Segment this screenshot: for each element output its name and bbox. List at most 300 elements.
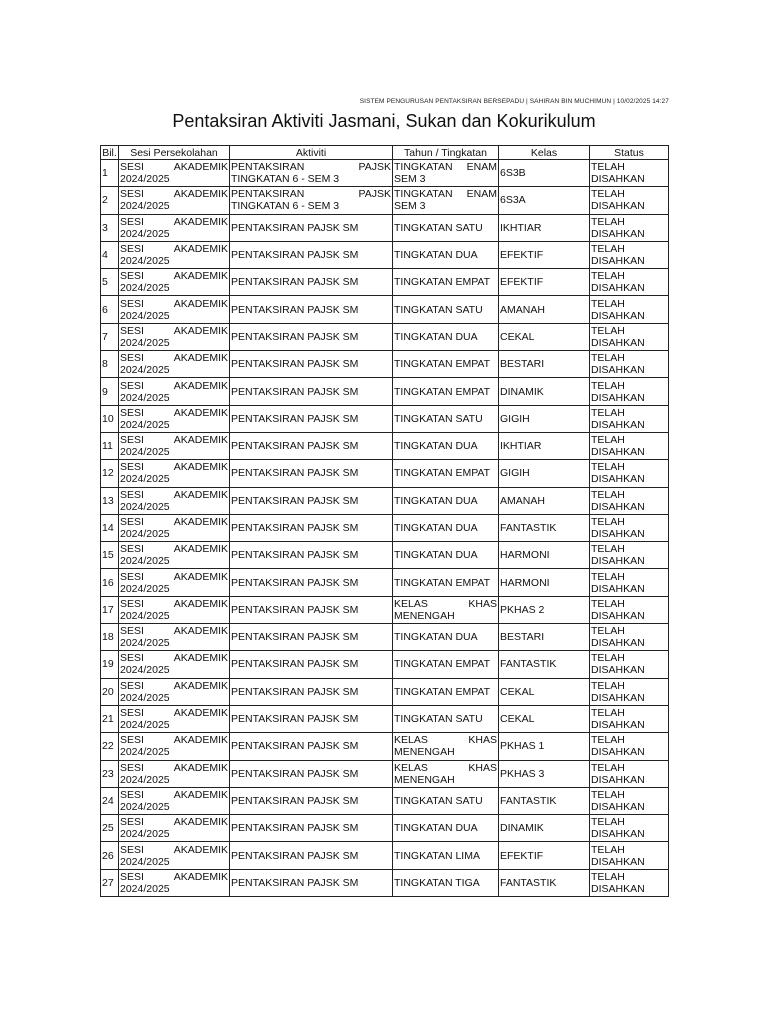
cell-tahun — [393, 651, 499, 678]
cell-sesi — [119, 460, 230, 487]
cell-bil: 12 — [101, 460, 119, 487]
cell-line: TINGKATAN SATU — [394, 412, 483, 425]
cell-bil: 6 — [101, 296, 119, 323]
cell-line: SESI AKADEMIK — [120, 570, 228, 583]
cell-line: 2024/2025 — [120, 691, 170, 704]
cell-tahun — [393, 378, 499, 405]
cell-tahun — [393, 815, 499, 842]
cell-line: 2024/2025 — [120, 309, 170, 322]
cell-status — [590, 160, 669, 187]
table-row — [101, 869, 669, 896]
cell-kelas: 6S3A — [499, 187, 590, 214]
cell-tahun — [393, 678, 499, 705]
cell-aktiviti — [230, 296, 393, 323]
cell-status — [590, 351, 669, 378]
cell-line: SESI AKADEMIK — [120, 543, 228, 556]
cell-line: 2024/2025 — [120, 664, 170, 677]
cell-line: TINGKATAN ENAM — [394, 161, 497, 174]
cell-line: TINGKATAN DUA — [394, 440, 478, 453]
cell-line: 2024/2025 — [120, 855, 170, 868]
system-header-line: SISTEM PENGURUSAN PENTAKSIRAN BERSEPADU | SAHIRAN BIN MUCHIMUN | 10/02/2025 14:27 — [359, 98, 669, 105]
cell-kelas: AMANAH — [499, 296, 590, 323]
cell-status — [590, 241, 669, 268]
table-row — [101, 214, 669, 241]
cell-sesi — [119, 542, 230, 569]
cell-line: TELAH — [591, 788, 625, 801]
cell-line: SESI AKADEMIK — [120, 761, 228, 774]
cell-line: DISAHKAN — [591, 882, 645, 895]
cell-bil: 14 — [101, 514, 119, 541]
table-row — [101, 405, 669, 432]
cell-line: SESI AKADEMIK — [120, 516, 228, 528]
cell-tahun — [393, 160, 499, 187]
cell-status — [590, 678, 669, 705]
cell-line: TINGKATAN EMPAT — [394, 276, 491, 289]
cell-line: PENTAKSIRAN PAJSK SM — [231, 358, 359, 371]
cell-sesi — [119, 869, 230, 896]
cell-bil: 17 — [101, 596, 119, 623]
cell-aktiviti — [230, 787, 393, 814]
cell-line: PENTAKSIRAN PAJSK SM — [231, 740, 359, 753]
cell-tahun — [393, 760, 499, 787]
cell-line: TELAH — [591, 406, 625, 419]
cell-status — [590, 378, 669, 405]
cell-line: PENTAKSIRAN PAJSK SM — [231, 522, 359, 534]
cell-line: SESI AKADEMIK — [120, 297, 228, 310]
cell-line: TELAH — [591, 843, 625, 856]
table-row — [101, 787, 669, 814]
cell-status — [590, 815, 669, 842]
cell-bil: 4 — [101, 241, 119, 268]
cell-line: PENTAKSIRAN PAJSK SM — [231, 494, 359, 507]
cell-line: SESI AKADEMIK — [120, 352, 228, 365]
cell-line: TELAH — [591, 352, 625, 365]
cell-bil: 18 — [101, 624, 119, 651]
cell-bil: 15 — [101, 542, 119, 569]
cell-line: TINGKATAN DUA — [394, 822, 478, 835]
cell-line: SESI AKADEMIK — [120, 597, 228, 610]
table-row — [101, 160, 669, 187]
cell-status — [590, 542, 669, 569]
cell-bil: 25 — [101, 815, 119, 842]
cell-line: DISAHKAN — [591, 582, 645, 595]
cell-aktiviti — [230, 569, 393, 596]
cell-tahun — [393, 787, 499, 814]
cell-aktiviti — [230, 596, 393, 623]
cell-aktiviti — [230, 241, 393, 268]
cell-line: 2024/2025 — [120, 173, 170, 186]
cell-tahun — [393, 514, 499, 541]
cell-aktiviti — [230, 187, 393, 214]
table-row — [101, 651, 669, 678]
column-header-sesi: Sesi Persekolahan — [119, 146, 230, 160]
cell-sesi — [119, 815, 230, 842]
cell-line: SESI AKADEMIK — [120, 734, 228, 747]
cell-tahun — [393, 596, 499, 623]
cell-line: DISAHKAN — [591, 255, 645, 268]
cell-line: TINGKATAN 6 - SEM 3 — [231, 200, 340, 213]
column-header-kelas: Kelas — [499, 146, 590, 160]
table-row — [101, 705, 669, 732]
cell-line: DISAHKAN — [591, 637, 645, 650]
cell-line: TINGKATAN TIGA — [394, 876, 480, 889]
cell-line: TINGKATAN DUA — [394, 549, 478, 562]
cell-tahun — [393, 569, 499, 596]
cell-line: TELAH — [591, 870, 625, 883]
cell-line: DISAHKAN — [591, 555, 645, 568]
cell-kelas: BESTARI — [499, 351, 590, 378]
cell-aktiviti — [230, 678, 393, 705]
cell-line: 2024/2025 — [120, 391, 170, 404]
cell-line: 2024/2025 — [120, 528, 170, 540]
cell-line: 2024/2025 — [120, 582, 170, 595]
cell-aktiviti — [230, 323, 393, 350]
cell-sesi — [119, 487, 230, 514]
cell-line: TINGKATAN DUA — [394, 330, 478, 343]
assessment-table — [100, 145, 669, 897]
cell-line: PENTAKSIRAN PAJSK SM — [231, 467, 359, 480]
cell-line: TINGKATAN SATU — [394, 221, 483, 234]
cell-line: TINGKATAN SATU — [394, 794, 483, 807]
cell-tahun — [393, 460, 499, 487]
cell-sesi — [119, 733, 230, 760]
cell-sesi — [119, 624, 230, 651]
cell-bil: 19 — [101, 651, 119, 678]
cell-sesi — [119, 160, 230, 187]
cell-line: SESI AKADEMIK — [120, 188, 228, 201]
cell-aktiviti — [230, 733, 393, 760]
cell-line: TINGKATAN EMPAT — [394, 658, 491, 671]
cell-line: SESI AKADEMIK — [120, 434, 228, 447]
cell-kelas: FANTASTIK — [499, 651, 590, 678]
cell-aktiviti — [230, 160, 393, 187]
cell-status — [590, 487, 669, 514]
cell-sesi — [119, 842, 230, 869]
cell-tahun — [393, 351, 499, 378]
cell-aktiviti — [230, 760, 393, 787]
cell-sesi — [119, 787, 230, 814]
column-header-aktiviti: Aktiviti — [230, 146, 393, 160]
cell-line: DISAHKAN — [591, 282, 645, 295]
cell-line: DISAHKAN — [591, 364, 645, 377]
cell-bil: 20 — [101, 678, 119, 705]
cell-line: KELAS KHAS — [394, 734, 497, 747]
cell-status — [590, 651, 669, 678]
table-row — [101, 760, 669, 787]
cell-line: SEM 3 — [394, 200, 426, 213]
cell-line: SESI AKADEMIK — [120, 379, 228, 392]
cell-line: DISAHKAN — [591, 200, 645, 213]
table-row — [101, 815, 669, 842]
cell-line: 2024/2025 — [120, 473, 170, 486]
table-row — [101, 487, 669, 514]
cell-line: TELAH — [591, 434, 625, 447]
cell-line: PENTAKSIRAN PAJSK SM — [231, 221, 359, 234]
cell-kelas: CEKAL — [499, 705, 590, 732]
cell-bil: 26 — [101, 842, 119, 869]
table-row — [101, 187, 669, 214]
cell-status — [590, 733, 669, 760]
cell-kelas: FANTASTIK — [499, 869, 590, 896]
cell-line: DISAHKAN — [591, 664, 645, 677]
cell-bil: 9 — [101, 378, 119, 405]
table-row — [101, 624, 669, 651]
table-row — [101, 542, 669, 569]
cell-bil: 22 — [101, 733, 119, 760]
cell-status — [590, 514, 669, 541]
cell-tahun — [393, 241, 499, 268]
cell-line: DISAHKAN — [591, 446, 645, 459]
cell-sesi — [119, 241, 230, 268]
cell-sesi — [119, 296, 230, 323]
cell-sesi — [119, 651, 230, 678]
cell-bil: 1 — [101, 160, 119, 187]
cell-tahun — [393, 842, 499, 869]
cell-line: TELAH — [591, 761, 625, 774]
cell-tahun — [393, 269, 499, 296]
cell-status — [590, 296, 669, 323]
cell-tahun — [393, 405, 499, 432]
cell-line: KELAS KHAS — [394, 761, 497, 774]
table-row — [101, 323, 669, 350]
cell-aktiviti — [230, 351, 393, 378]
cell-kelas: HARMONI — [499, 542, 590, 569]
cell-line: TELAH — [591, 270, 625, 283]
cell-line: TINGKATAN EMPAT — [394, 685, 491, 698]
cell-line: TINGKATAN DUA — [394, 631, 478, 644]
table-row — [101, 432, 669, 459]
cell-line: DISAHKAN — [591, 773, 645, 786]
cell-line: PENTAKSIRAN PAJSK SM — [231, 794, 359, 807]
cell-line: SESI AKADEMIK — [120, 679, 228, 692]
cell-kelas: FANTASTIK — [499, 514, 590, 541]
cell-line: 2024/2025 — [120, 500, 170, 513]
cell-line: DISAHKAN — [591, 609, 645, 622]
cell-line: DISAHKAN — [591, 173, 645, 186]
cell-kelas: AMANAH — [499, 487, 590, 514]
cell-line: 2024/2025 — [120, 882, 170, 895]
table-row — [101, 241, 669, 268]
cell-line: SESI AKADEMIK — [120, 788, 228, 801]
cell-status — [590, 705, 669, 732]
cell-aktiviti — [230, 624, 393, 651]
cell-line: DISAHKAN — [591, 828, 645, 841]
cell-line: SEM 3 — [394, 173, 426, 186]
cell-kelas: PKHAS 1 — [499, 733, 590, 760]
cell-line: TINGKATAN EMPAT — [394, 358, 491, 371]
cell-line: DISAHKAN — [591, 500, 645, 513]
cell-tahun — [393, 733, 499, 760]
cell-status — [590, 624, 669, 651]
cell-line: DISAHKAN — [591, 391, 645, 404]
cell-line: PENTAKSIRAN PAJSK SM — [231, 385, 359, 398]
cell-line: TINGKATAN DUA — [394, 494, 478, 507]
cell-sesi — [119, 432, 230, 459]
cell-tahun — [393, 542, 499, 569]
cell-line: TELAH — [591, 625, 625, 638]
cell-sesi — [119, 378, 230, 405]
cell-sesi — [119, 351, 230, 378]
cell-aktiviti — [230, 514, 393, 541]
column-header-status: Status — [590, 146, 669, 160]
cell-line: TELAH — [591, 516, 625, 528]
cell-aktiviti — [230, 269, 393, 296]
cell-line: TELAH — [591, 734, 625, 747]
table-row — [101, 569, 669, 596]
cell-bil: 24 — [101, 787, 119, 814]
cell-status — [590, 569, 669, 596]
cell-line: TINGKATAN EMPAT — [394, 576, 491, 589]
cell-line: SESI AKADEMIK — [120, 843, 228, 856]
cell-line: PENTAKSIRAN PAJSK SM — [231, 822, 359, 835]
cell-aktiviti — [230, 869, 393, 896]
cell-aktiviti — [230, 542, 393, 569]
cell-status — [590, 460, 669, 487]
cell-status — [590, 787, 669, 814]
cell-bil: 13 — [101, 487, 119, 514]
cell-line: PENTAKSIRAN PAJSK SM — [231, 440, 359, 453]
cell-line: TINGKATAN DUA — [394, 249, 478, 262]
cell-aktiviti — [230, 815, 393, 842]
cell-line: TINGKATAN LIMA — [394, 849, 480, 862]
cell-aktiviti — [230, 651, 393, 678]
cell-line: PENTAKSIRAN PAJSK SM — [231, 276, 359, 289]
cell-line: PENTAKSIRAN PAJSK SM — [231, 249, 359, 262]
cell-line: 2024/2025 — [120, 800, 170, 813]
cell-tahun — [393, 296, 499, 323]
cell-line: PENTAKSIRAN PAJSK SM — [231, 303, 359, 316]
cell-line: DISAHKAN — [591, 719, 645, 732]
cell-line: 2024/2025 — [120, 446, 170, 459]
cell-line: MENENGAH — [394, 609, 455, 622]
cell-bil: 7 — [101, 323, 119, 350]
cell-bil: 11 — [101, 432, 119, 459]
cell-tahun — [393, 705, 499, 732]
cell-status — [590, 432, 669, 459]
cell-aktiviti — [230, 842, 393, 869]
cell-line: TELAH — [591, 707, 625, 720]
cell-kelas: PKHAS 2 — [499, 596, 590, 623]
cell-aktiviti — [230, 487, 393, 514]
cell-bil: 16 — [101, 569, 119, 596]
cell-line: PENTAKSIRAN PAJSK SM — [231, 685, 359, 698]
cell-line: 2024/2025 — [120, 609, 170, 622]
cell-kelas: PKHAS 3 — [499, 760, 590, 787]
cell-line: TINGKATAN EMPAT — [394, 385, 491, 398]
cell-status — [590, 405, 669, 432]
table-row — [101, 351, 669, 378]
cell-aktiviti — [230, 432, 393, 459]
cell-tahun — [393, 869, 499, 896]
cell-kelas: FANTASTIK — [499, 787, 590, 814]
page-title: Pentaksiran Aktiviti Jasmani, Sukan dan Kokurikulum — [172, 111, 596, 131]
column-header-bil: Bil. — [102, 146, 117, 159]
cell-line: PENTAKSIRAN PAJSK SM — [231, 330, 359, 343]
cell-kelas: IKHTIAR — [499, 432, 590, 459]
cell-line: PENTAKSIRAN PAJSK SM — [231, 713, 359, 726]
cell-sesi — [119, 187, 230, 214]
cell-kelas: 6S3B — [499, 160, 590, 187]
cell-line: DISAHKAN — [591, 336, 645, 349]
cell-line: TINGKATAN SATU — [394, 713, 483, 726]
cell-line: SESI AKADEMIK — [120, 707, 228, 720]
cell-sesi — [119, 596, 230, 623]
cell-line: SESI AKADEMIK — [120, 870, 228, 883]
cell-line: TINGKATAN 6 - SEM 3 — [231, 173, 340, 186]
cell-sesi — [119, 705, 230, 732]
cell-line: PENTAKSIRAN PAJSK SM — [231, 876, 359, 889]
cell-line: SESI AKADEMIK — [120, 625, 228, 638]
column-header-tahun: Tahun / Tingkatan — [393, 146, 499, 160]
cell-line: 2024/2025 — [120, 336, 170, 349]
cell-sesi — [119, 514, 230, 541]
cell-tahun — [393, 214, 499, 241]
cell-tahun — [393, 432, 499, 459]
cell-status — [590, 596, 669, 623]
cell-line: 2024/2025 — [120, 282, 170, 295]
table-row — [101, 842, 669, 869]
cell-aktiviti — [230, 405, 393, 432]
cell-line: SESI AKADEMIK — [120, 161, 228, 174]
cell-kelas: CEKAL — [499, 678, 590, 705]
cell-line: PENTAKSIRAN PAJSK — [231, 188, 391, 201]
cell-line: TELAH — [591, 816, 625, 829]
cell-line: 2024/2025 — [120, 200, 170, 213]
cell-status — [590, 760, 669, 787]
cell-kelas: EFEKTIF — [499, 241, 590, 268]
table-row — [101, 378, 669, 405]
cell-line: TELAH — [591, 379, 625, 392]
cell-line: 2024/2025 — [120, 637, 170, 650]
table-row — [101, 514, 669, 541]
cell-line: TELAH — [591, 297, 625, 310]
cell-line: SESI AKADEMIK — [120, 488, 228, 501]
cell-line: SESI AKADEMIK — [120, 461, 228, 474]
cell-line: TINGKATAN EMPAT — [394, 467, 491, 480]
cell-line: TELAH — [591, 679, 625, 692]
cell-line: PENTAKSIRAN PAJSK SM — [231, 603, 359, 616]
cell-bil: 8 — [101, 351, 119, 378]
cell-kelas: EFEKTIF — [499, 269, 590, 296]
cell-line: DISAHKAN — [591, 528, 645, 540]
cell-line: DISAHKAN — [591, 800, 645, 813]
cell-aktiviti — [230, 214, 393, 241]
cell-line: SESI AKADEMIK — [120, 816, 228, 829]
cell-kelas: BESTARI — [499, 624, 590, 651]
table-row — [101, 460, 669, 487]
cell-line: TINGKATAN DUA — [394, 522, 478, 534]
cell-sesi — [119, 569, 230, 596]
cell-aktiviti — [230, 378, 393, 405]
cell-sesi — [119, 760, 230, 787]
cell-line: SESI AKADEMIK — [120, 243, 228, 256]
cell-aktiviti — [230, 705, 393, 732]
cell-line: PENTAKSIRAN PAJSK SM — [231, 631, 359, 644]
cell-line: SESI AKADEMIK — [120, 324, 228, 337]
cell-line: DISAHKAN — [591, 227, 645, 240]
table-row — [101, 296, 669, 323]
cell-line: SESI AKADEMIK — [120, 270, 228, 283]
cell-line: KELAS KHAS — [394, 597, 497, 610]
cell-kelas: IKHTIAR — [499, 214, 590, 241]
cell-kelas: GIGIH — [499, 405, 590, 432]
cell-status — [590, 187, 669, 214]
cell-bil: 27 — [101, 869, 119, 896]
cell-line: TINGKATAN ENAM — [394, 188, 497, 201]
cell-kelas: HARMONI — [499, 569, 590, 596]
cell-line: SESI AKADEMIK — [120, 215, 228, 228]
cell-line: PENTAKSIRAN PAJSK SM — [231, 412, 359, 425]
